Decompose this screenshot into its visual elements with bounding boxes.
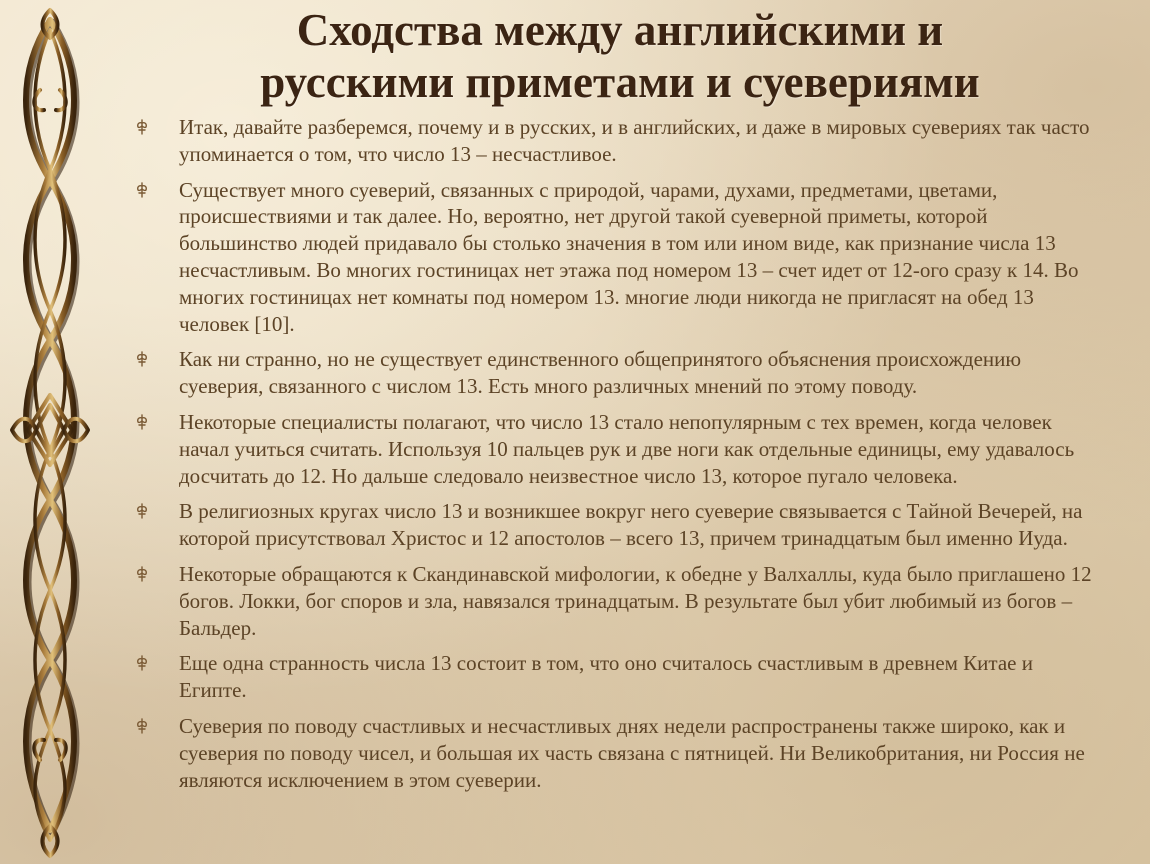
list-item: [130, 713, 1105, 793]
bullet-text: Существует много суеверий, связанных с природой, чарами, духами, предметами, цветами, происшествиями и так далее. Но, вероятно, нет другой такой суеверной приметы, которой большинство людей придавало бы столько значения в том или ином виде, как признание числа 13 несчастливым. Во многих гостиницах нет этажа под номером 13 – счет идет от 12-ого сразу к 14. Во многих гостиницах нет комнаты под номером 13. многие люди никогда не пригласят на обед 13 человек [10].: [179, 177, 1079, 336]
fleur-de-lis-icon: [135, 655, 149, 671]
fleur-de-lis-icon: [135, 182, 149, 198]
bullet-text: Некоторые обращаются к Скандинавской мифологии, к обедне у Валхаллы, куда было приглашено 12 богов. Локки, бог споров и зла, навязался тринадцатым. В результате был убит любимый из богов – Бальдер.: [179, 561, 1092, 640]
fleur-de-lis-icon: [135, 414, 149, 430]
slide-title-line-1: Сходства между английскими и: [296, 5, 944, 55]
fleur-de-lis-icon: [135, 351, 149, 367]
list-item: [130, 114, 1105, 168]
list-item: [130, 561, 1105, 641]
list-item: [130, 409, 1105, 489]
bullet-text: Суеверия по поводу счастливых и несчастливых днях недели распространены также широко, как и суеверия по поводу чисел, и большая их часть связана с пятницей. Ни Великобритания, ни Россия не являются исключением в этом суеверии.: [179, 713, 1085, 792]
list-item: [130, 346, 1105, 400]
fleur-de-lis-icon: [135, 566, 149, 582]
bullet-text: Итак, давайте разберемся, почему и в русских, и в английских, и даже в мировых суевериях так часто упоминается о том, что число 13 – несчастливое.: [179, 115, 1090, 166]
fleur-de-lis-icon: [135, 119, 149, 135]
bullet-text: В религиозных кругах число 13 и возникшее вокруг него суеверие связывается с Тайной Вечерей, на которой присутствовал Христос и 12 апостолов – всего 13, причем тринадцатым был именно Иуда.: [179, 499, 1083, 551]
list-item: [130, 177, 1105, 338]
bullet-list: [130, 114, 1105, 802]
fleur-de-lis-icon: [135, 503, 149, 519]
bullet-text: Еще одна странность числа 13 состоит в том, что оно считалось счастливым в древнем Китае и Египте.: [179, 651, 1033, 703]
bullet-text: Некоторые специалисты полагают, что число 13 стало непопулярным с тех времен, когда человек начал учиться считать. Используя 10 пальцев рук и две ноги как отдельные единицы, ему удавалось досчитать до 12. Но дальше следовало неизвестное число 13, которое пугало человека.: [179, 409, 1075, 488]
slide-title: [160, 4, 1080, 108]
bullet-text: Как ни странно, но не существует единственного общепринятого объяснения происхождению суеверия, связанного с числом 13. Есть много различных мнений по этому поводу.: [179, 347, 1022, 399]
list-item: [130, 498, 1105, 552]
list-item: [130, 650, 1105, 704]
celtic-knot-border-ornament: [0, 0, 100, 864]
slide-title-line-2: русскими приметами и суевериями: [260, 57, 980, 107]
fleur-de-lis-icon: [135, 718, 149, 734]
